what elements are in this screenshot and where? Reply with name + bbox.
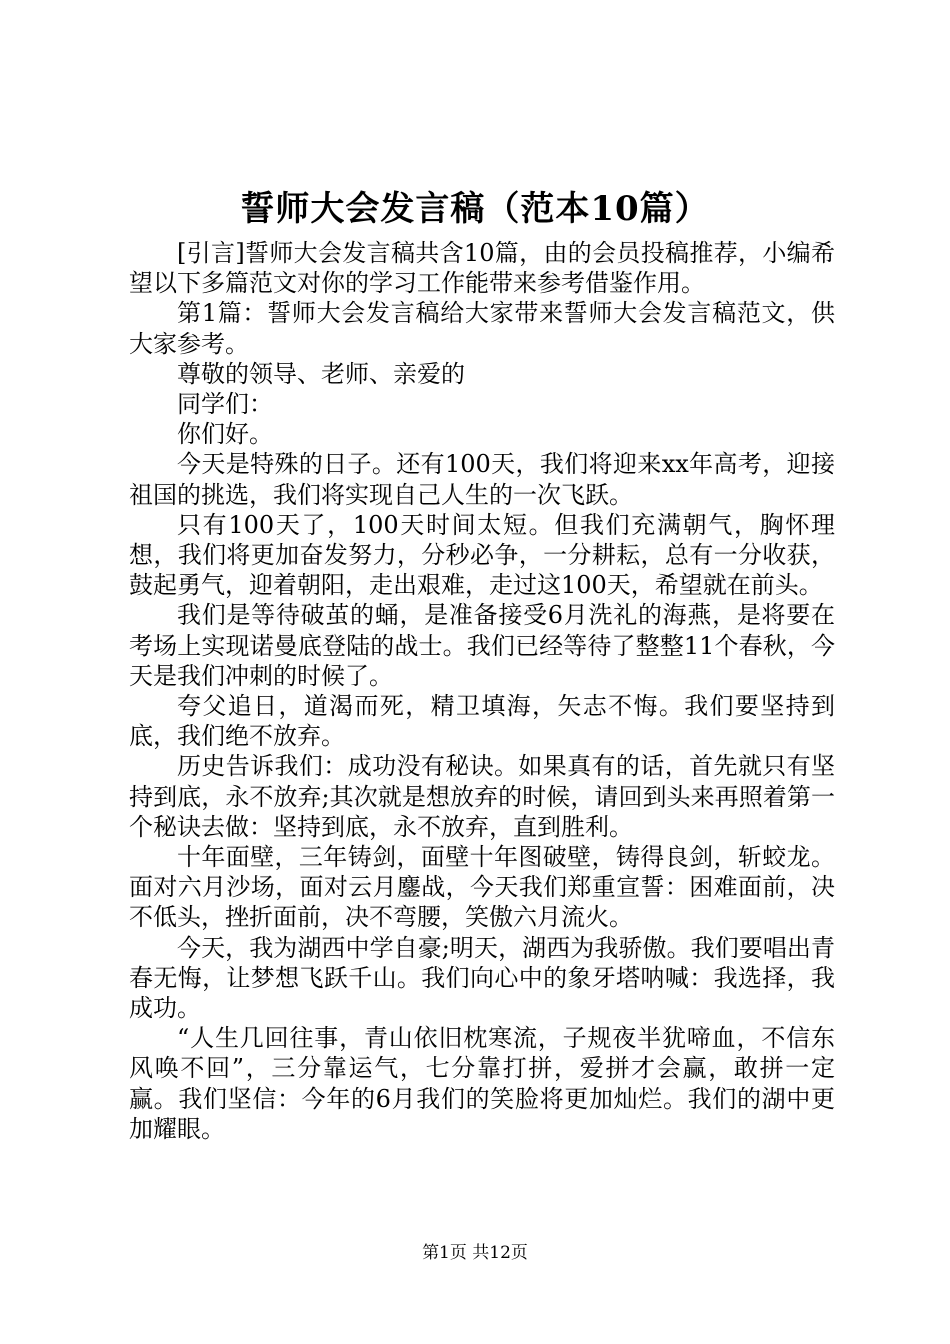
paragraph: 历史告诉我们：成功没有秘诀。如果真有的话，首先就只有坚持到底，永不放弃;其次就是想放弃的时候，请回到头来再照着第一个秘诀去做：坚持到底，永不放弃，直到胜利。 <box>129 752 835 841</box>
paragraph: 今天，我为湖西中学自豪;明天，湖西为我骄傲。我们要唱出青春无悔，让梦想飞跃千山。我们向心中的象牙塔呐喊：我选择，我成功。 <box>129 933 835 1023</box>
paragraph: 只有100天了，100天时间太短。但我们充满朝气，胸怀理想，我们将更加奋发努力，分秒必争，一分耕耘，总有一分收获，鼓起勇气，迎着朝阳，走出艰难，走过这100天，希望就在前头。 <box>129 510 835 600</box>
paragraph-salutation-students: 同学们： <box>177 390 273 419</box>
paragraph: 夸父追日，道渴而死，精卫填海，矢志不悔。我们要坚持到底，我们绝不放弃。 <box>129 692 835 751</box>
paragraph: 今天是特殊的日子。还有100天，我们将迎来xx年高考，迎接祖国的挑选，我们将实现自己人生的一次飞跃。 <box>129 450 835 509</box>
paragraph: 十年面壁，三年铸剑，面壁十年图破壁，铸得良剑，斩蛟龙。面对六月沙场，面对云月鏖战，今天我们郑重宣誓：困难面前，决不低头，挫折面前，决不弯腰，笑傲六月流火。 <box>129 843 835 932</box>
page-number-footer: 第1页 共12页 <box>422 1243 528 1263</box>
paragraph-salutation: 尊敬的领导、老师、亲爱的 <box>177 359 465 388</box>
paragraph-intro: [引言]誓师大会发言稿共含10篇，由的会员投稿推荐，小编希望以下多篇范文对你的学习工作能带来参考借鉴作用。 <box>129 239 835 298</box>
paragraph-first-section: 第1篇：誓师大会发言稿给大家带来誓师大会发言稿范文，供大家参考。 <box>129 299 835 358</box>
document-title: 誓师大会发言稿（范本10篇） <box>240 189 710 229</box>
paragraph: 我们是等待破茧的蛹，是准备接受6月洗礼的海燕，是将要在考场上实现诺曼底登陆的战士。我们已经等待了整整11个春秋，今天是我们冲刺的时候了。 <box>129 601 835 690</box>
document-body <box>129 238 835 1144</box>
paragraph: “人生几回往事，青山依旧枕寒流，子规夜半犹啼血，不信东风唤不回”，三分靠运气，七分靠打拼，爱拼才会赢，敢拼一定赢。我们坚信：今年的6月我们的笑脸将更加灿烂。我们的湖中更加耀眼。 <box>129 1024 835 1143</box>
paragraph-greeting: 你们好。 <box>177 420 273 449</box>
